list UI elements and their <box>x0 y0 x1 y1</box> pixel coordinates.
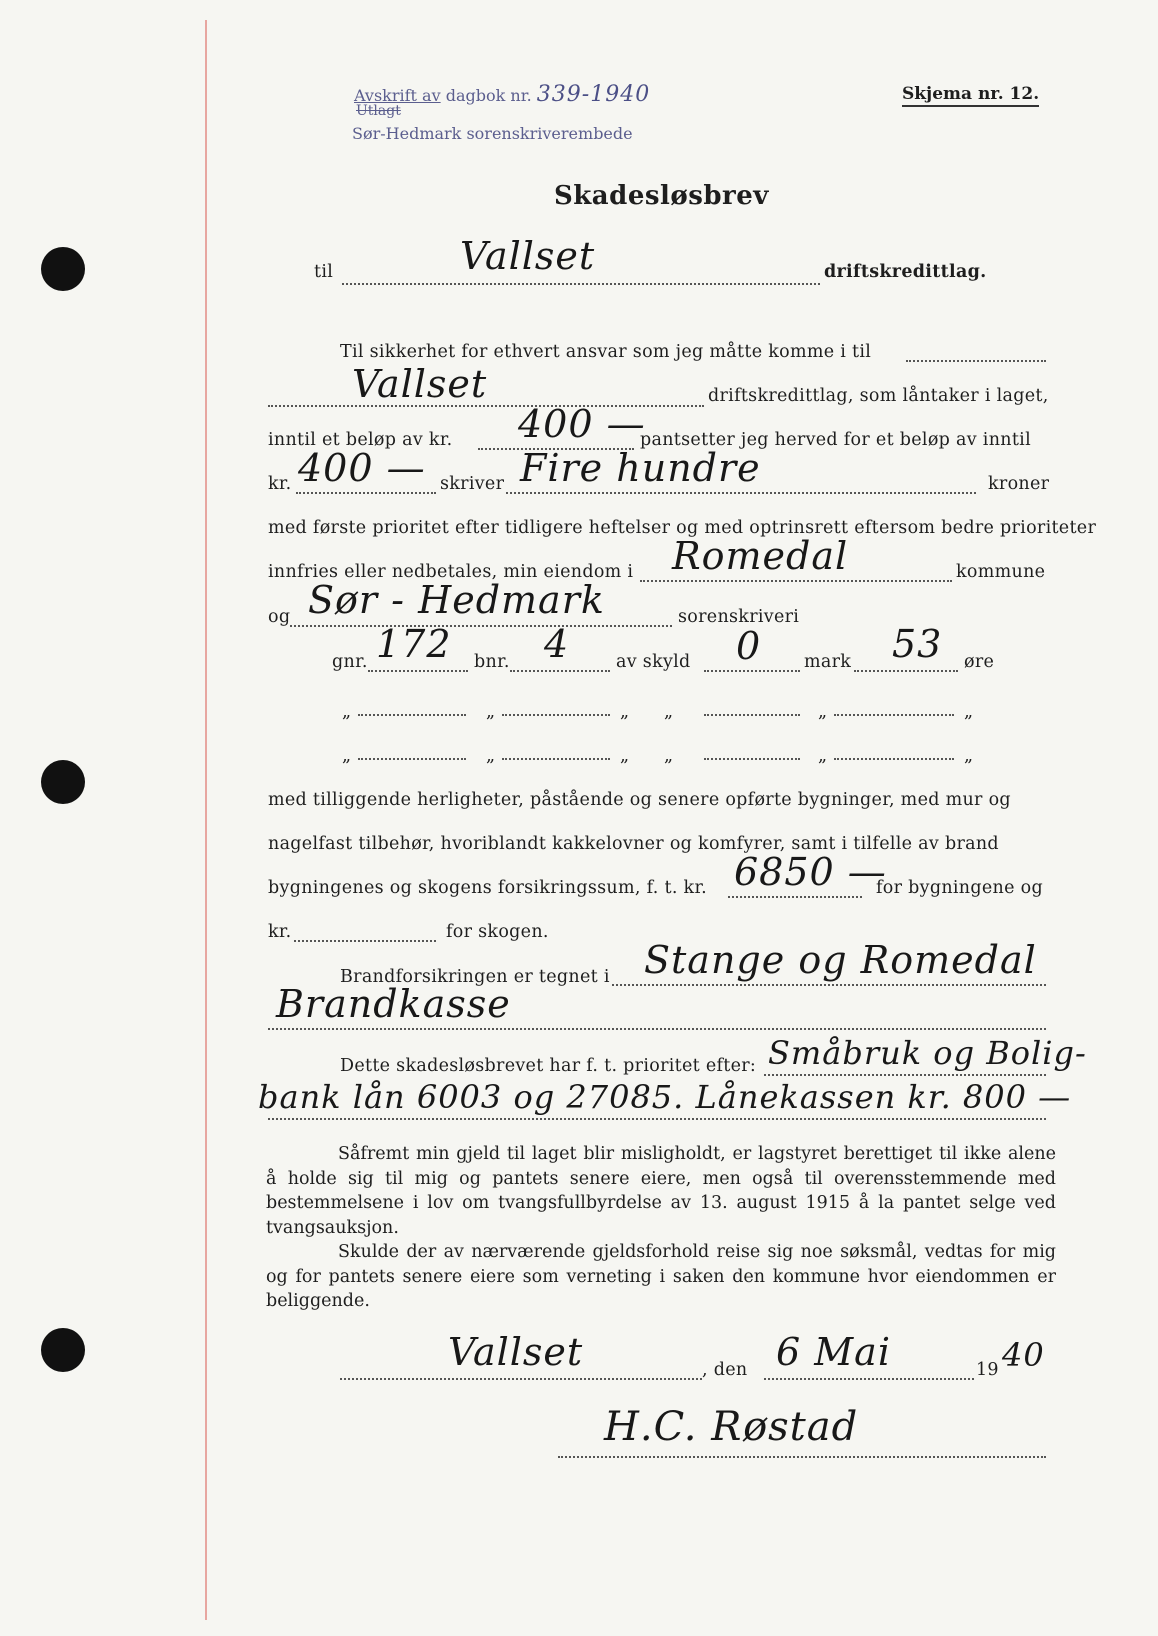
hw-amount2: 400 — <box>298 446 426 490</box>
stamp-dagbok-label: dagbok nr. <box>445 86 532 105</box>
sorenskriveri-dots <box>290 625 672 627</box>
ditto-mark: „ <box>620 746 630 766</box>
para1-line4-mid: skriver <box>440 474 505 494</box>
brand-prefix: Brandforsikringen er tegnet i <box>340 967 610 987</box>
punch-hole-bottom <box>41 1328 85 1372</box>
bnr-label: bnr. <box>474 652 510 672</box>
para2-line3-suffix: for bygningene og <box>876 878 1043 898</box>
red-margin-line <box>205 20 207 1620</box>
ditto-mark: „ <box>664 746 674 766</box>
ditto-dots <box>358 758 466 760</box>
hw-mark: 0 <box>736 624 762 668</box>
ditto-dots <box>358 714 466 716</box>
kommune-dots <box>640 580 952 582</box>
ore-label: øre <box>964 652 995 672</box>
skog-dots <box>294 940 436 942</box>
hw-til-name: Vallset <box>460 234 596 278</box>
ditto-mark: „ <box>486 702 496 722</box>
para1-line1-dots <box>906 360 1046 362</box>
hw-prioritet-line2: bank lån 6003 og 27085. Lånekassen kr. 800 — <box>258 1078 1072 1116</box>
punch-hole-top <box>41 247 85 291</box>
ditto-dots <box>834 758 954 760</box>
ditto-mark: „ <box>664 702 674 722</box>
signature-dots <box>558 1456 1046 1458</box>
ditto-dots <box>834 714 954 716</box>
para1-line3-prefix: inntil et beløp av kr. <box>268 430 453 450</box>
hw-bnr: 4 <box>544 622 570 666</box>
signing-den: , den <box>702 1360 748 1380</box>
para1-line4-prefix: kr. <box>268 474 292 494</box>
sum-dots <box>728 896 862 898</box>
hw-brand-line1: Stange og Romedal <box>644 938 1037 982</box>
mark-dots <box>704 670 800 672</box>
place-dots <box>340 1378 702 1380</box>
hw-sum: 6850 — <box>734 850 887 894</box>
gnr-label: gnr. <box>332 652 368 672</box>
prioritet-dots <box>764 1074 1046 1076</box>
prioritet-dots-2 <box>268 1118 1046 1120</box>
para1-line6-prefix: innfries eller nedbetales, min eiendom i <box>268 562 634 582</box>
punch-hole-middle <box>41 760 85 804</box>
para1-line7-suffix: sorenskriveri <box>678 607 800 627</box>
para1-line6-suffix: kommune <box>956 562 1046 582</box>
form-number: Skjema nr. 12. <box>902 84 1039 107</box>
hw-prioritet-line1: Småbruk og Bolig- <box>768 1034 1087 1072</box>
ditto-dots <box>502 714 610 716</box>
hw-gnr: 172 <box>376 622 452 666</box>
para2-line2: nagelfast tilbehør, hvoriblandt kakkelovner og komfyrer, samt i tilfelle av brand <box>268 834 999 854</box>
ditto-mark: „ <box>486 746 496 766</box>
ore-dots <box>854 670 958 672</box>
stamp-line-2: Sør-Hedmark sorenskriverembede <box>352 124 633 143</box>
para1-line4-suffix: kroner <box>988 474 1050 494</box>
hw-signature: H.C. Røstad <box>604 1404 859 1450</box>
stamp-number: 339-1940 <box>536 82 651 107</box>
hw-words: Fire hundre <box>520 446 761 490</box>
para1-line5: med første prioritet efter tidligere heftelser og med optrinsrett eftersom bedre prioriteter <box>268 518 1097 538</box>
hw-kommune: Romedal <box>672 534 849 578</box>
para2-line3-prefix: bygningenes og skogens forsikringssum, f. t. kr. <box>268 878 708 898</box>
stamp-struck-word: Utlagt <box>356 103 401 119</box>
para1-line7-prefix: og <box>268 607 291 627</box>
ditto-mark: „ <box>964 702 974 722</box>
gnr-dots <box>368 670 468 672</box>
hw-place: Vallset <box>448 1330 584 1374</box>
hw-brand-line2: Brandkasse <box>276 982 511 1026</box>
para2-line4-suffix: for skogen. <box>446 922 549 942</box>
para1-line2-suffix: driftskredittlag, som låntaker i laget, <box>708 386 1049 406</box>
ditto-mark: „ <box>342 702 352 722</box>
hw-amount1: 400 — <box>518 402 646 446</box>
ditto-mark: „ <box>342 746 352 766</box>
hw-date: 6 Mai <box>776 1330 891 1374</box>
ditto-mark: „ <box>620 702 630 722</box>
til-label: til <box>314 262 334 282</box>
til-suffix: driftskredittlag. <box>824 262 987 282</box>
ditto-dots <box>704 714 800 716</box>
brand-dots <box>612 984 1046 986</box>
stamp-prefix: Avskrift av <box>354 86 441 105</box>
ditto-dots <box>704 758 800 760</box>
para1-line1: Til sikkerhet for ethvert ansvar som jeg måtte komme i til <box>340 342 872 362</box>
para1-line3-suffix: pantsetter jeg herved for et beløp av inntil <box>640 430 1031 450</box>
ditto-mark: „ <box>964 746 974 766</box>
til-dotted-line <box>342 283 820 285</box>
ditto-dots <box>502 758 610 760</box>
skyld-label: av skyld <box>616 652 691 672</box>
date-dots <box>764 1378 974 1380</box>
ditto-mark: „ <box>818 746 828 766</box>
year-prefix: 19 <box>976 1360 999 1380</box>
words-dots <box>506 492 976 494</box>
hw-ore: 53 <box>892 622 943 666</box>
ditto-mark: „ <box>818 702 828 722</box>
bnr-dots <box>510 670 610 672</box>
legal-paragraph-2: Skulde der av nærværende gjeldsforhold reise sig noe søksmål, vedtas for mig og for pantets senere eiere som verneting i saken den kommune hvor eiendommen er beliggende. <box>266 1242 1056 1311</box>
legal-paragraph-1: Såfremt min gjeld til laget blir misligholdt, er lagstyret berettiget til ikke alene å holde sig til mig og pantets senere eiere, men også til overensstemmende med bestemmelsene i lov om tvangsfullbyrdelse av 13. august 1915 å la pantet selge ved tvangsauksjon. <box>266 1144 1056 1238</box>
mark-label: mark <box>804 652 852 672</box>
para2-line4-prefix: kr. <box>268 922 292 942</box>
hw-year: 40 <box>1002 1336 1045 1374</box>
document-title: Skadesløsbrev <box>554 181 769 211</box>
para2-line1: med tilliggende herligheter, påstående og senere opførte bygninger, med mur og <box>268 790 1011 810</box>
brand-dots-2 <box>268 1028 1046 1030</box>
amount2-dots <box>296 492 436 494</box>
prioritet-prefix: Dette skadesløsbrevet har f. t. prioritet efter: <box>340 1056 757 1076</box>
hw-sorenskriveri: Sør - Hedmark <box>308 578 605 622</box>
hw-lag-name: Vallset <box>352 362 488 406</box>
